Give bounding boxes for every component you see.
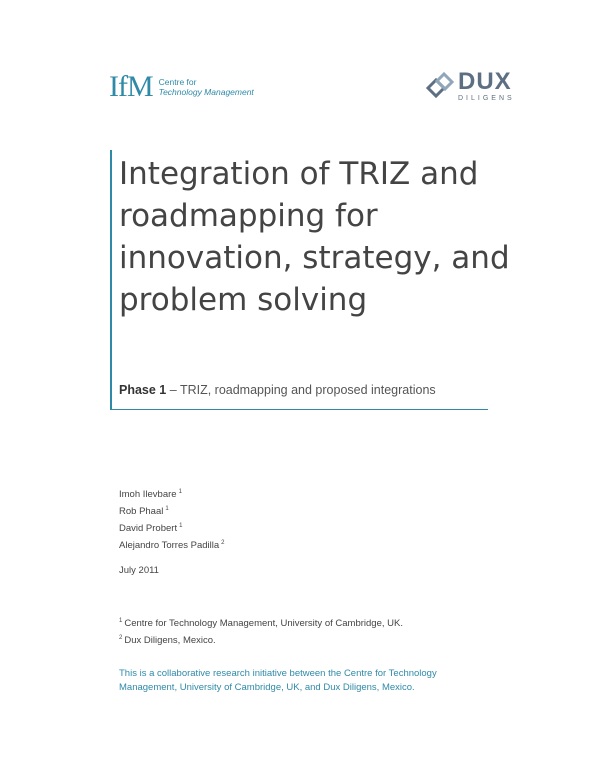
phase-subtitle <box>119 383 436 397</box>
ifm-logo-line2: Technology Management <box>158 87 254 97</box>
ifm-logo-text <box>159 77 254 97</box>
title-line: roadmapping for <box>119 198 378 234</box>
author: Rob Phaal $^1$ <box>119 506 169 517</box>
phase-label: Phase 1 <box>119 383 167 397</box>
title-line: problem solving <box>119 282 368 318</box>
dux-logo-icon <box>425 71 455 101</box>
subtitle-rule <box>112 409 488 410</box>
ifm-logo <box>109 72 254 102</box>
collaboration-note: This is a collaborative research initiative between the Centre for Technology Management, University of Cambridge, UK, and Dux Diligens, Mexico. <box>119 668 437 693</box>
document-title <box>119 153 510 321</box>
dux-diligens-logo <box>425 70 515 102</box>
publication-date: July 2011 <box>119 565 159 576</box>
dux-logo-sub: DILIGENS <box>458 95 515 102</box>
affiliation: $^1$ Centre for Technology Management, University of Cambridge, UK. <box>119 618 403 629</box>
ifm-logo-line1: Centre for <box>158 77 197 87</box>
author: Imoh Ilevbare $^1$ <box>119 489 182 500</box>
author: Alejandro Torres Padilla $^2$ <box>119 540 225 551</box>
title-line: Integration of TRIZ and <box>119 156 479 192</box>
phase-text: – TRIZ, roadmapping and proposed integrations <box>166 383 436 397</box>
author-list <box>119 485 225 553</box>
affiliation: $^2$ Dux Diligens, Mexico. <box>119 635 216 646</box>
title-accent-rule <box>110 150 112 410</box>
dux-logo-name: DUX <box>458 68 512 95</box>
author: David Probert $^1$ <box>119 523 183 534</box>
affiliation-list <box>119 614 403 648</box>
title-line: innovation, strategy, and <box>119 240 510 276</box>
ifm-logo-mark: IfM <box>109 70 153 103</box>
